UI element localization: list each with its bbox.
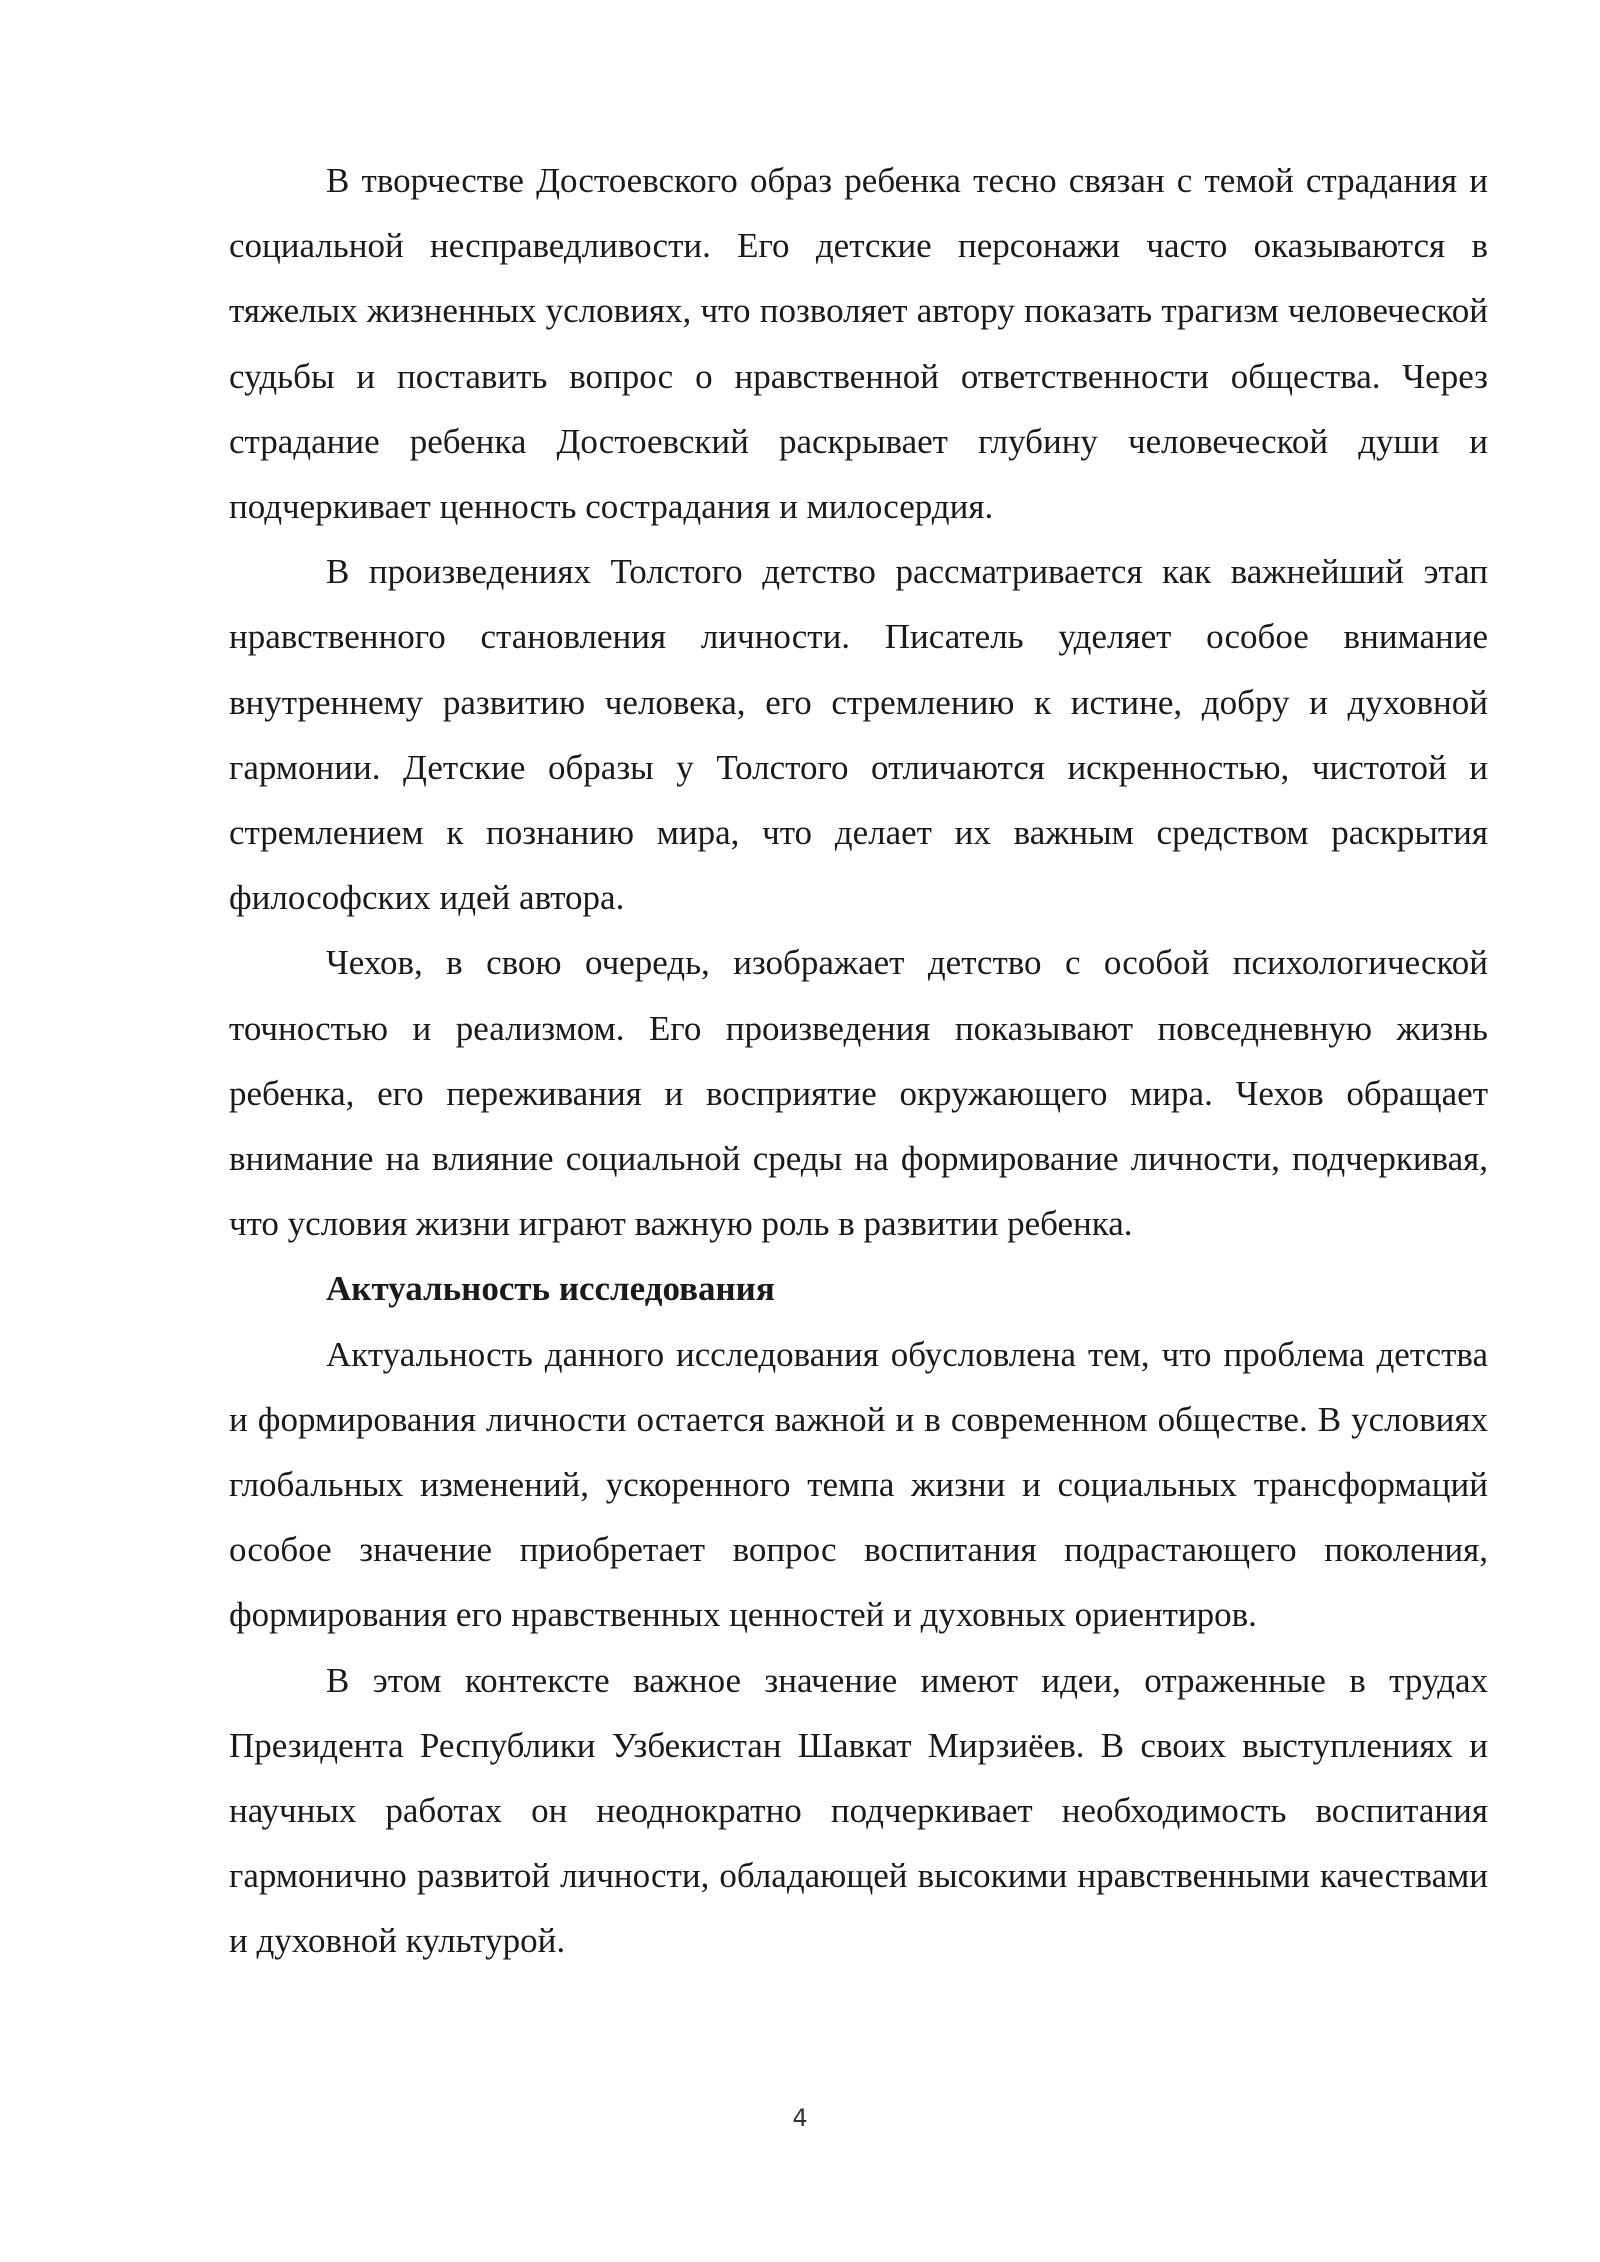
paragraph-dostoevsky: В творчестве Достоевского образ ребенка тесно связан с темой страдания и социальной несправедливости. Его детские персонажи часто оказываются в тяжелых жизненных условиях, что позволяет автору показать трагизм человеческой судьбы и поставить вопрос о нравственной ответственности общества. Через страдание ребенка Достоевский раскрывает глубину человеческой души и подчеркивает ценность сострадания и милосердия. — [229, 161, 1488, 527]
section-heading: Актуальность исследования — [326, 1269, 775, 1309]
page-number: 4 — [792, 2104, 808, 2132]
paragraph-context: В этом контексте важное значение имеют идеи, отраженные в трудах Президента Республики Узбекистан Шавкат Мирзиёев. В своих выступлениях и научных работах он неоднократно подчеркивает необходимость воспитания гармонично развитой личности, обладающей высокими нравственными качествами и духовной культурой. — [229, 1660, 1488, 1961]
paragraph-tolstoy: В произведениях Толстого детство рассматривается как важнейший этап нравственного становления личности. Писатель уделяет особое внимание внутреннему развитию человека, его стремлению к истине, добру и духовной гармонии. Детские образы у Толстого отличаются искренностью, чистотой и стремлением к познанию мира, что делает их важным средством раскрытия философских идей автора. — [229, 552, 1488, 918]
document-body — [229, 148, 1488, 1974]
paragraph-relevance: Актуальность данного исследования обусловлена тем, что проблема детства и формирования личности остается важной и в современном обществе. В условиях глобальных изменений, ускоренного темпа жизни и социальных трансформаций особое значение приобретает вопрос воспитания подрастающего поколения, формирования его нравственных ценностей и духовных ориентиров. — [229, 1334, 1488, 1635]
paragraph-chekhov: Чехов, в свою очередь, изображает детство с особой психологической точностью и реализмом. Его произведения показывают повседневную жизнь ребенка, его переживания и восприятие окружающего мира. Чехов обращает внимание на влияние социальной среды на формирование личности, подчеркивая, что условия жизни играют важную роль в развитии ребенка. — [229, 943, 1488, 1244]
